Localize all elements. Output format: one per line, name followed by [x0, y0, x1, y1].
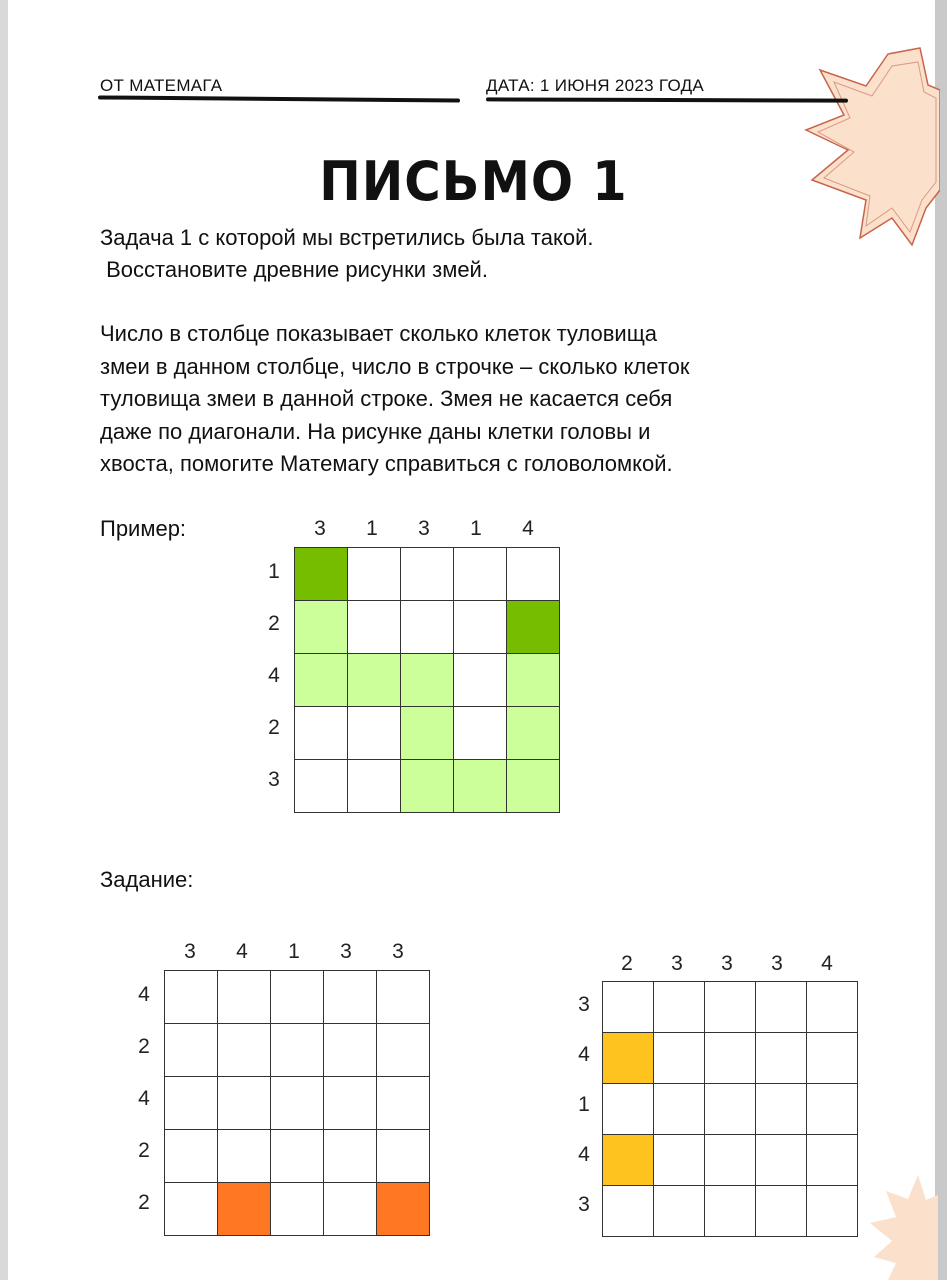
task2-cell-marked [603, 1135, 654, 1186]
example-row-clue: 4 [268, 664, 280, 687]
example-col-clue: 3 [314, 517, 326, 540]
task2-cell-empty[interactable] [756, 1186, 807, 1237]
task1-cell-empty[interactable] [218, 1024, 271, 1077]
example-cell-body [295, 601, 348, 654]
task1-cell-empty[interactable] [218, 971, 271, 1024]
task2-row-clue: 4 [578, 1043, 590, 1066]
example-cell-head [507, 601, 560, 654]
example-cell-empty[interactable] [348, 548, 401, 601]
example-row-clue: 3 [268, 768, 280, 791]
task1-col-clue: 3 [392, 940, 404, 963]
example-cell-empty[interactable] [295, 707, 348, 760]
example-cell-empty[interactable] [295, 760, 348, 813]
example-cell-empty[interactable] [454, 601, 507, 654]
task1-cell-empty[interactable] [324, 1077, 377, 1130]
task1-cell-empty[interactable] [271, 1077, 324, 1130]
example-cell-body [401, 654, 454, 707]
example-cell-empty[interactable] [401, 548, 454, 601]
task1-cell-empty[interactable] [218, 1077, 271, 1130]
task1-row-clue: 2 [138, 1139, 150, 1162]
example-row-clue: 1 [268, 560, 280, 583]
task1-col-clue: 4 [236, 940, 248, 963]
task2-cell-empty[interactable] [654, 1033, 705, 1084]
task1-cell-empty[interactable] [324, 1130, 377, 1183]
rules-line-5: хвоста, помогите Матемагу справиться с головоломкой. [100, 451, 673, 476]
task2-grid [602, 981, 858, 1237]
header-from-underline [98, 95, 460, 102]
example-row-clue: 2 [268, 716, 280, 739]
task1-cell-empty[interactable] [165, 1183, 218, 1236]
task2-cell-empty[interactable] [705, 1033, 756, 1084]
example-cell-head [295, 548, 348, 601]
task2-cell-marked [603, 1033, 654, 1084]
star-decoration-bottom-right [868, 1175, 938, 1280]
page-title: ПИСЬМО 1 [319, 150, 628, 213]
task2-col-clue: 3 [771, 952, 783, 975]
example-cell-empty[interactable] [454, 707, 507, 760]
task1-row-clue: 2 [138, 1035, 150, 1058]
task1-row-clue: 4 [138, 1087, 150, 1110]
task1-cell-empty[interactable] [165, 1130, 218, 1183]
task2-cell-empty[interactable] [705, 982, 756, 1033]
task1-cell-empty[interactable] [377, 1130, 430, 1183]
example-cell-empty[interactable] [454, 548, 507, 601]
task2-cell-empty[interactable] [705, 1135, 756, 1186]
task1-cell-empty[interactable] [377, 1024, 430, 1077]
task1-cell-empty[interactable] [324, 1024, 377, 1077]
example-cell-body [507, 654, 560, 707]
task2-cell-empty[interactable] [654, 982, 705, 1033]
intro-line-2: Восстановите древние рисунки змей. [100, 257, 488, 282]
task2-cell-empty[interactable] [705, 1084, 756, 1135]
example-col-clue: 1 [366, 517, 378, 540]
example-grid [294, 547, 560, 813]
task2-cell-empty[interactable] [654, 1186, 705, 1237]
task2-cell-empty[interactable] [807, 1186, 858, 1237]
example-cell-empty[interactable] [348, 707, 401, 760]
task1-cell-empty[interactable] [271, 1183, 324, 1236]
task1-cell-empty[interactable] [165, 1077, 218, 1130]
example-cell-body [295, 654, 348, 707]
task1-cell-empty[interactable] [165, 1024, 218, 1077]
task-label: Задание: [100, 867, 194, 892]
task2-cell-empty[interactable] [654, 1084, 705, 1135]
rules-line-3: туловища змеи в данной строке. Змея не касается себя [100, 386, 673, 411]
task2-cell-empty[interactable] [807, 1135, 858, 1186]
task2-row-clue: 3 [578, 1193, 590, 1216]
task1-cell-empty[interactable] [271, 1024, 324, 1077]
task1-cell-empty[interactable] [165, 971, 218, 1024]
task1-cell-empty[interactable] [377, 971, 430, 1024]
example-col-clue: 3 [418, 517, 430, 540]
example-cell-body [507, 707, 560, 760]
example-cell-body [401, 760, 454, 813]
rules-line-2: змеи в данном столбце, число в строчке – сколько клеток [100, 354, 690, 379]
task1-col-clue: 1 [288, 940, 300, 963]
header-from: ОТ МАТЕМАГА [100, 76, 223, 95]
example-cell-body [507, 760, 560, 813]
task1-cell-empty[interactable] [324, 971, 377, 1024]
star-decoration-top-right [800, 40, 940, 250]
task2-col-clue: 3 [721, 952, 733, 975]
example-cell-empty[interactable] [348, 601, 401, 654]
task2-cell-empty[interactable] [807, 1033, 858, 1084]
example-cell-body [401, 707, 454, 760]
task2-row-clue: 4 [578, 1143, 590, 1166]
task2-cell-empty[interactable] [756, 1084, 807, 1135]
task1-cell-empty[interactable] [218, 1130, 271, 1183]
header-date-underline [486, 97, 848, 102]
task2-cell-empty[interactable] [603, 1186, 654, 1237]
task1-cell-marked [377, 1183, 430, 1236]
task1-grid [164, 970, 430, 1236]
task1-row-clue: 2 [138, 1191, 150, 1214]
intro-line-1: Задача 1 с которой мы встретились была такой. [100, 225, 594, 250]
task2-cell-empty[interactable] [603, 1084, 654, 1135]
task2-row-clue: 1 [578, 1093, 590, 1116]
task1-col-clue: 3 [340, 940, 352, 963]
task1-col-clue: 3 [184, 940, 196, 963]
example-col-clue: 1 [470, 517, 482, 540]
example-label: Пример: [100, 516, 187, 541]
example-row-clue: 2 [268, 612, 280, 635]
example-cell-body [454, 760, 507, 813]
task2-col-clue: 3 [671, 952, 683, 975]
task1-cell-marked [218, 1183, 271, 1236]
task2-cell-empty[interactable] [756, 1135, 807, 1186]
example-cell-empty[interactable] [348, 760, 401, 813]
example-cell-empty[interactable] [401, 601, 454, 654]
task2-cell-empty[interactable] [654, 1135, 705, 1186]
task1-cell-empty[interactable] [324, 1183, 377, 1236]
example-cell-empty[interactable] [507, 548, 560, 601]
example-col-clue: 4 [522, 517, 534, 540]
rules-line-4: даже по диагонали. На рисунке даны клетки головы и [100, 419, 651, 444]
task2-cell-empty[interactable] [705, 1186, 756, 1237]
task2-cell-empty[interactable] [603, 982, 654, 1033]
task2-cell-empty[interactable] [756, 982, 807, 1033]
task2-cell-empty[interactable] [807, 1084, 858, 1135]
task2-col-clue: 2 [621, 952, 633, 975]
task1-cell-empty[interactable] [271, 1130, 324, 1183]
example-cell-empty[interactable] [454, 654, 507, 707]
rules-line-1: Число в столбце показывает сколько клеток туловища [100, 321, 658, 346]
task1-cell-empty[interactable] [271, 971, 324, 1024]
example-cell-body [348, 654, 401, 707]
page-edge-left [0, 0, 8, 1280]
header-date: ДАТА: 1 ИЮНЯ 2023 ГОДА [486, 76, 705, 95]
task2-cell-empty[interactable] [807, 982, 858, 1033]
task2-cell-empty[interactable] [756, 1033, 807, 1084]
task1-cell-empty[interactable] [377, 1077, 430, 1130]
task2-col-clue: 4 [821, 952, 833, 975]
task2-row-clue: 3 [578, 993, 590, 1016]
task1-row-clue: 4 [138, 983, 150, 1006]
